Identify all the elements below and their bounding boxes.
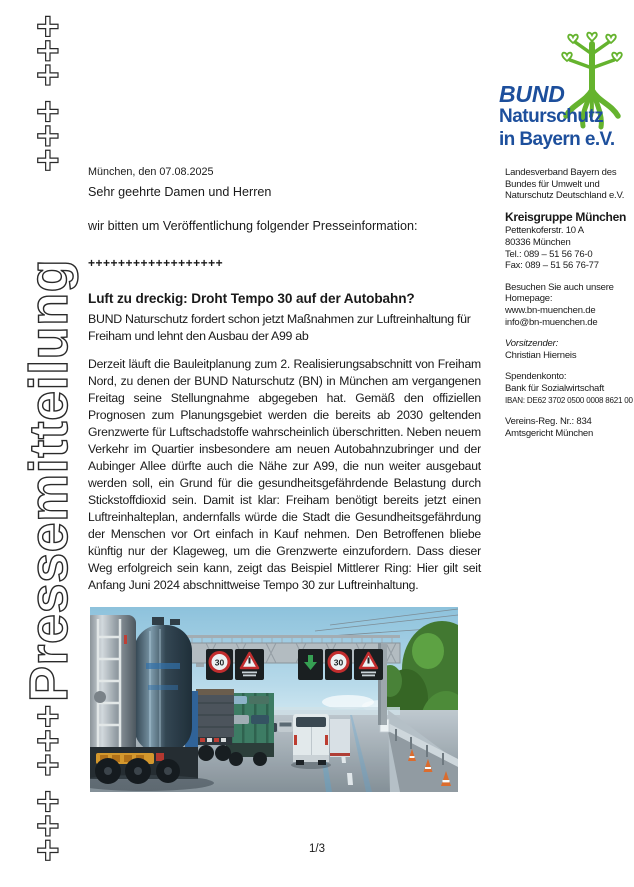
iban-text: IBAN: DE62 3702 0500 0008 8621 00 xyxy=(505,395,633,405)
bank-name: Bank für Sozialwirtschaft xyxy=(505,382,605,394)
press-headline: Luft zu dreckig: Droht Tempo 30 auf der Autobahn? xyxy=(88,291,415,306)
letter-body-column xyxy=(88,166,481,594)
kreisgruppe-title: Kreisgruppe München xyxy=(505,209,626,224)
banner-pressemitteilung: Pressemitteilung xyxy=(19,258,79,702)
logo-word-bund: BUND xyxy=(499,81,565,107)
email-text: info@bn-muenchen.de xyxy=(505,316,598,328)
org-line: Bundes für Umwelt und xyxy=(505,178,600,190)
homepage-intro-line: Besuchen Sie auch unsere xyxy=(505,281,614,293)
logo-word-naturschutz: Naturschutz xyxy=(499,106,604,127)
page-number: 1/3 xyxy=(309,843,325,855)
logo-word-in-bayern: in Bayern e.V. xyxy=(499,129,615,150)
sidebar-gap xyxy=(505,361,633,371)
chairman-name: Christian Hierneis xyxy=(505,349,577,361)
sidebar-gap xyxy=(505,406,633,416)
address-line: 80336 München xyxy=(505,236,571,248)
date-line: München, den 07.08.2025 xyxy=(88,166,214,178)
phone-line: Tel.: 089 – 51 56 76-0 xyxy=(505,248,593,260)
photo-tint-overlay xyxy=(90,607,458,792)
press-body-text: Derzeit läuft die Bauleitplanung zum 2. Realisierungsabschnitt von Freiham Nord, zu denen der BUND Naturschutz (BN) in München am vergangenen Freitag seine Stellungnahme abgegeben hat. Gemäß den offiziellen Prognosen zum Planungsgebiet werden die bereits ab 2030 geltenden Grenzwerte für Luftschadstoffe wahrscheinlich überschritten. Neben neuem Verkehr im Quartier insbesondere am neuen Autobahnzubringer und der Aubinger Allee dürfte auch die Nähe zur A99, die nun weiter ausgebaut werden soll, ein Grund für die gesundheitsgefährdende Belastung durch Stickstoffdioxid sein. Damit ist klar: Freiham benötigt bereits jetzt einen Luftreinhalteplan, andernfalls würde die Stadt die Gesundheitsgefährdung der Menschen vor Ort einfach in Kauf nehmen. Den Betroffenen bliebe künftig nur der Klageweg, um die Grenzwerte einzufordern. Dass dieser Weg erfolgreich sein kann, zeigt das Beispiel Mittlerer Ring: Hier gilt seit Anfang Juni 2024 abschnittweise Tempo 30 zur Luftreinhaltung. xyxy=(88,357,481,592)
speed-30-sign: 30 xyxy=(214,657,225,668)
org-line: Landesverband Bayern des xyxy=(505,167,617,178)
sidebar-gap xyxy=(505,328,633,338)
register-line: Amtsgericht München xyxy=(505,427,594,439)
donation-label: Spendenkonto: xyxy=(505,371,567,383)
banner-plus-top: +++ +++ xyxy=(26,13,70,172)
bund-logo xyxy=(497,26,634,154)
autobahn-photo-illustration xyxy=(90,607,458,792)
homepage-intro-line: Homepage: xyxy=(505,293,553,305)
press-subheadline: BUND Naturschutz fordert schon jetzt Maßnahmen zur Luftreinhaltung für Freiham und lehnt den Ausbau der A99 ab xyxy=(88,312,471,343)
chairman-label: Vorsitzender: xyxy=(505,338,559,350)
fax-line: Fax: 089 – 51 56 76-77 xyxy=(505,260,599,272)
banner-plus-bottom: +++ +++ xyxy=(26,703,70,862)
org-line: Naturschutz Deutschland e.V. xyxy=(505,190,625,202)
intro-line: wir bitten um Veröffentlichung folgender Presseinformation: xyxy=(88,219,418,233)
speed-30-sign: 30 xyxy=(333,657,344,668)
plus-separator: ++++++++++++++++++ xyxy=(88,256,224,270)
press-photo xyxy=(90,607,458,792)
register-line: Vereins-Reg. Nr.: 834 xyxy=(505,416,592,428)
sidebar-gap xyxy=(505,272,633,282)
salutation: Sehr geehrte Damen und Herren xyxy=(88,185,272,199)
contact-sidebar xyxy=(505,167,633,439)
website-text: www.bn-muenchen.de xyxy=(505,304,596,316)
address-line: Pettenkoferstr. 10 A xyxy=(505,225,584,237)
